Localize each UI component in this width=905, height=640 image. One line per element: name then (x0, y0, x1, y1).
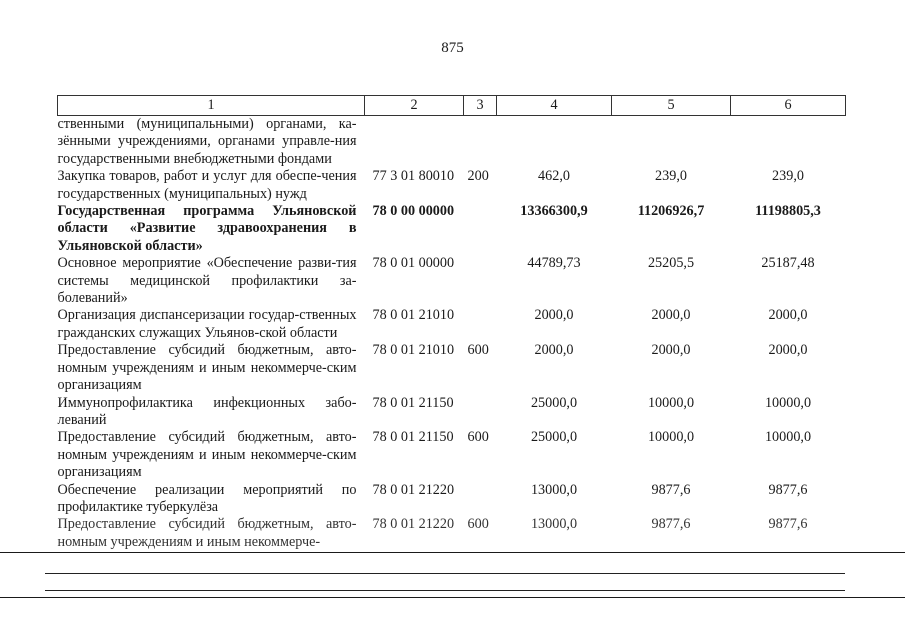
bottom-rule-lower (0, 597, 905, 598)
row-value-2: 239,0 (655, 168, 687, 185)
row-value-1: 2000,0 (534, 342, 574, 359)
row-value-1: 44789,73 (527, 255, 581, 272)
row-expense-type: 200 (467, 168, 489, 185)
table-row (58, 395, 846, 430)
row-value-1: 2000,0 (534, 307, 574, 324)
column-header-6: 6 (731, 96, 846, 116)
row-value-3: 9877,6 (768, 516, 808, 533)
column-header-1: 1 (58, 96, 365, 116)
row-name: Организация диспансеризации государ-ственных гражданских служащих Ульянов-ской области (57, 307, 357, 341)
row-expense-type: 600 (467, 516, 489, 533)
row-value-3 (731, 116, 846, 169)
row-expense-type: 600 (467, 342, 489, 359)
row-expense-type (464, 395, 497, 430)
row-expense-type (464, 116, 497, 169)
table-row (58, 482, 846, 517)
table-row (58, 516, 846, 551)
row-value-2: 11206926,7 (637, 203, 705, 220)
row-value-2: 25205,5 (647, 255, 695, 272)
row-name: Государственная программа Ульяновской области «Развитие здравоохранения в Ульяновской области» (57, 203, 357, 254)
row-value-1: 25000,0 (530, 394, 578, 411)
budget-table (57, 95, 846, 551)
page-number: 875 (441, 40, 464, 56)
row-value-1 (497, 116, 612, 169)
row-value-2: 9877,6 (651, 481, 691, 498)
row-name: Закупка товаров, работ и услуг для обеспе-чения государственных (муниципальных) нужд (57, 168, 357, 202)
table-row (58, 429, 846, 481)
row-value-3: 11198805,3 (755, 203, 821, 220)
row-name: Предоставление субсидий бюджетным, авто-номным учреждениям и иным некоммерче-ским организациям (57, 429, 357, 481)
table-row (58, 168, 846, 203)
row-code: 78 0 01 00000 (372, 255, 455, 272)
row-value-3: 2000,0 (768, 307, 808, 324)
row-code: 77 3 01 80010 (372, 168, 455, 185)
column-header-3: 3 (464, 96, 497, 116)
row-value-3: 10000,0 (764, 394, 812, 411)
column-header-2: 2 (365, 96, 464, 116)
row-name: Основное мероприятие «Обеспечение разви-тия системы медицинской профилактики за-болеваний» (57, 255, 357, 307)
row-expense-type (464, 307, 497, 342)
row-expense-type (464, 255, 497, 307)
row-code: 78 0 01 21220 (372, 481, 455, 498)
table-body (58, 116, 846, 552)
row-name: Предоставление субсидий бюджетным, авто-номным учреждениям и иным некоммерче-ским организациям (57, 342, 357, 394)
row-name: Иммунопрофилактика инфекционных забо-леваний (57, 394, 357, 428)
table-row (58, 255, 846, 307)
row-value-3: 9877,6 (768, 481, 808, 498)
row-expense-type: 600 (467, 429, 489, 446)
row-name: Обеспечение реализации мероприятий по профилактике туберкулёза (57, 481, 357, 515)
row-code: 78 0 01 21010 (372, 307, 455, 324)
row-value-2 (612, 116, 731, 169)
row-code: 78 0 01 21150 (372, 394, 454, 411)
row-value-1: 13366300,9 (520, 203, 588, 220)
row-value-1: 462,0 (538, 168, 570, 185)
table-row (58, 116, 846, 169)
row-value-1: 13000,0 (530, 516, 578, 533)
column-header-4: 4 (497, 96, 612, 116)
row-expense-type (464, 482, 497, 517)
row-name: ственными (муниципальными) органами, ка-зёнными учреждениями, органами управле-ния государственными внебюджетными фондами (57, 116, 357, 167)
row-value-3: 2000,0 (768, 342, 808, 359)
table-row (58, 203, 846, 255)
table-header (58, 96, 846, 116)
bottom-rule-upper (0, 552, 905, 553)
row-code (365, 116, 464, 169)
row-name: Предоставление субсидий бюджетным, авто-номным учреждениям и иным некоммерче- (57, 516, 357, 550)
strike-line-bottom (45, 590, 845, 591)
row-value-3: 10000,0 (764, 429, 812, 446)
row-code: 78 0 00 00000 (372, 203, 455, 220)
row-value-2: 9877,6 (651, 516, 691, 533)
row-code: 78 0 01 21150 (372, 429, 454, 446)
row-value-2: 2000,0 (651, 342, 691, 359)
row-value-2: 2000,0 (651, 307, 691, 324)
table-row (58, 342, 846, 394)
row-code: 78 0 01 21010 (372, 342, 455, 359)
row-value-3: 25187,48 (761, 255, 815, 272)
row-code: 78 0 01 21220 (372, 516, 455, 533)
row-value-3: 239,0 (772, 168, 804, 185)
row-value-2: 10000,0 (647, 429, 695, 446)
strike-line-code (45, 573, 845, 574)
row-expense-type (464, 203, 497, 255)
row-value-2: 10000,0 (647, 394, 695, 411)
row-value-1: 25000,0 (530, 429, 578, 446)
column-header-5: 5 (612, 96, 731, 116)
table-row (58, 307, 846, 342)
row-value-1: 13000,0 (530, 481, 578, 498)
